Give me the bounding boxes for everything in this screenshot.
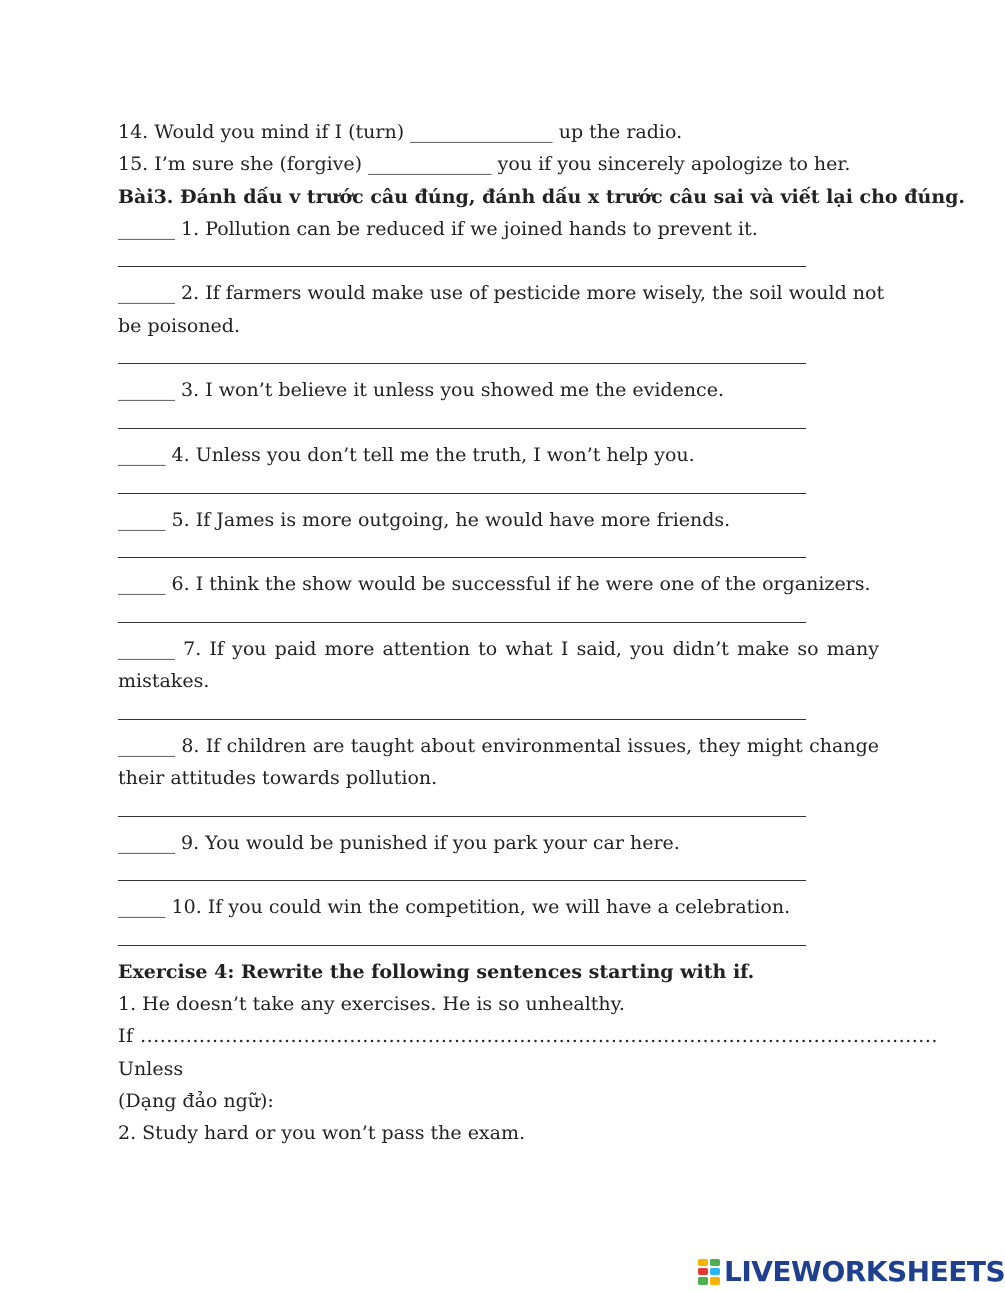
statement-6: _____ 6. I think the show would be successful if he were one of the organizers. [118,573,871,596]
if-answer-line[interactable]: If .......................................................................................................................... [118,1025,938,1048]
exercise-4-item-1: 1. He doesn’t take any exercises. He is so unhealthy. [118,993,625,1016]
question-14: 14. Would you mind if I (turn) _______________ up the radio. [118,121,683,143]
statement-1: ______ 1. Pollution can be reduced if we joined hands to prevent it. [118,217,758,240]
statement-3: ______ 3. I won’t believe it unless you showed me the evidence. [118,379,724,402]
question-15: 15. I’m sure she (forgive) _____________ you if you sincerely apologize to her. [118,153,851,176]
statement-7-cont: mistakes. [118,670,210,693]
exercise-4-item-2: 2. Study hard or you won’t pass the exam. [118,1122,526,1145]
statement-2-cont: be poisoned. [118,314,240,337]
exercise-4-heading: Exercise 4: Rewrite the following sentences starting with if. [118,960,755,983]
statement-5: _____ 5. If James is more outgoing, he would have more friends. [118,508,731,531]
answer-line-7[interactable] [118,697,879,729]
statement-8: ______ 8. If children are taught about environmental issues, they might change [118,734,879,757]
statement-7: ______ 7. If you paid more attention to what I said, you didn’t make so many [118,637,879,660]
logo-text: LIVEWORKSHEETS [724,1255,1005,1288]
worksheet-content [118,116,966,1150]
answer-line-9[interactable] [118,859,879,891]
statement-2: ______ 2. If farmers would make use of pesticide more wisely, the soil would not [118,282,885,305]
answer-line-1[interactable] [118,245,879,277]
statement-4: _____ 4. Unless you don’t tell me the truth, I won’t help you. [118,443,695,466]
inversion-answer-line[interactable]: (Dạng đảo ngữ): [118,1089,274,1112]
answer-line-10[interactable] [118,923,879,955]
unless-answer-line[interactable]: Unless [118,1057,184,1080]
statement-8-cont: their attitudes towards pollution. [118,766,438,789]
answer-line-8[interactable] [118,794,879,826]
answer-line-4[interactable] [118,471,879,503]
statement-10: _____ 10. If you could win the competition, we will have a celebration. [118,896,791,919]
answer-line-2[interactable] [118,342,879,374]
answer-line-5[interactable] [118,536,879,568]
liveworksheets-logo-icon [698,1259,720,1285]
answer-line-6[interactable] [118,600,879,632]
bai3-heading: Bài3. Đánh dấu v trước câu đúng, đánh dấu x trước câu sai và viết lại cho đúng. [118,185,966,208]
liveworksheets-logo [698,1255,1005,1288]
statement-9: ______ 9. You would be punished if you park your car here. [118,831,680,854]
answer-line-3[interactable] [118,407,879,439]
